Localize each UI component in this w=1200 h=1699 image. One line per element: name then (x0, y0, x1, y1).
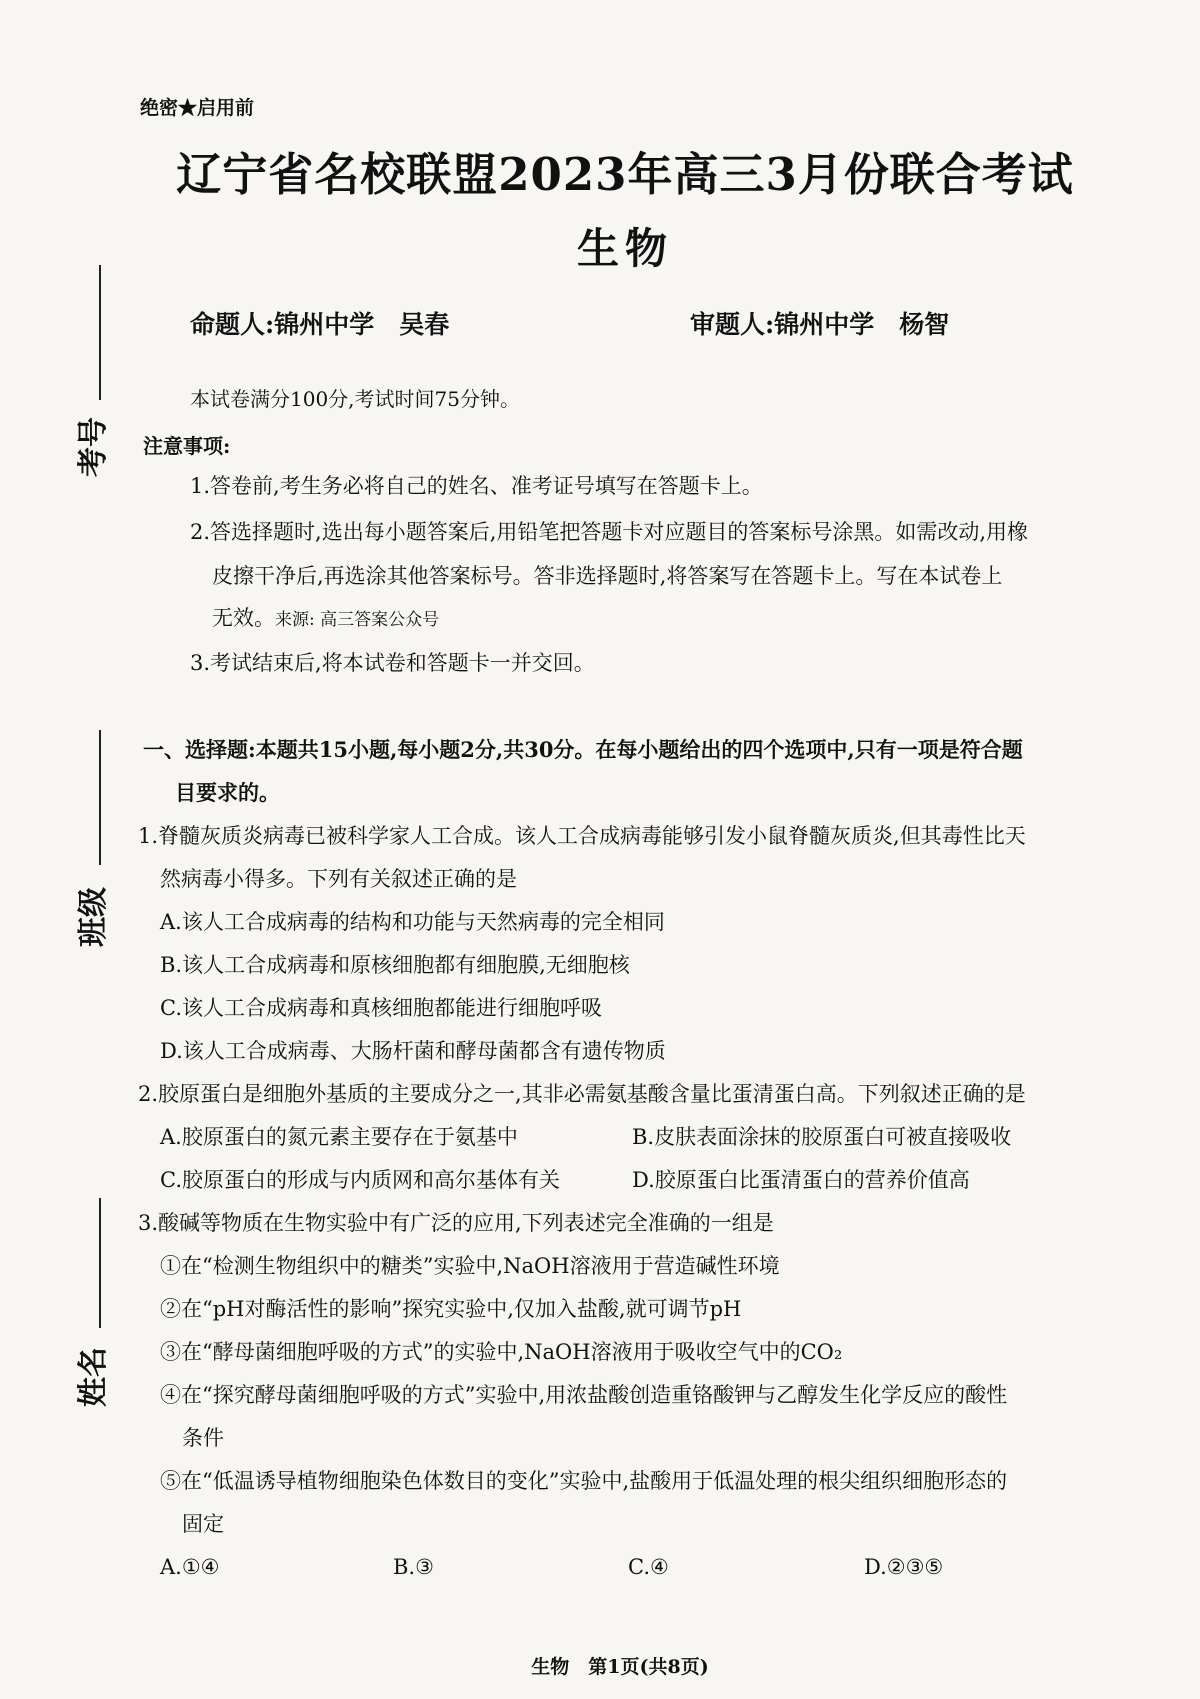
notice-item-1: 1.答卷前,考生务必将自己的姓名、准考证号填写在答题卡上。 (190, 474, 763, 498)
source-note: 来源: 高三答案公众号 (275, 610, 440, 630)
exam-info: 本试卷满分100分,考试时间75分钟。 (190, 387, 520, 411)
q3-option-a: A.①④ (160, 1555, 220, 1579)
q2-option-b: B.皮肤表面涂抹的胶原蛋白可被直接吸收 (632, 1125, 1012, 1149)
secret-label: 绝密★启用前 (140, 97, 255, 119)
q3-statement-2: ②在“pH对酶活性的影响”探究实验中,仅加入盐酸,就可调节pH (160, 1297, 742, 1321)
exam-title: 辽宁省名校联盟2023年高三3月份联合考试 (176, 148, 1074, 201)
class-blank-line (99, 730, 101, 865)
page-footer: 生物 第1页(共8页) (531, 1656, 709, 1678)
notice-item-2-line2: 皮擦干净后,再选涂其他答案标号。答非选择题时,将答案写在答题卡上。写在本试卷上 (212, 564, 1003, 588)
name-blank-line (99, 1198, 101, 1328)
q3-stem: 3.酸碱等物质在生物实验中有广泛的应用,下列表述完全准确的一组是 (138, 1211, 774, 1235)
q3-statement-4-line2: 条件 (182, 1426, 224, 1450)
side-label-name: 姓名 (76, 1347, 111, 1407)
q3-statement-5-line1: ⑤在“低温诱导植物细胞染色体数目的变化”实验中,盐酸用于低温处理的根尖组织细胞形态的 (160, 1469, 1008, 1493)
subject-title: 生物 (576, 224, 673, 273)
exam-no-blank-line (99, 265, 101, 400)
q1-stem-line1: 1.脊髓灰质炎病毒已被科学家人工合成。该人工合成病毒能够引发小鼠脊髓灰质炎,但其毒性比天 (138, 824, 1026, 848)
section-heading-line2: 目要求的。 (175, 780, 280, 805)
author-line: 命题人:锦州中学 吴春 (190, 310, 450, 339)
q2-option-d: D.胶原蛋白比蛋清蛋白的营养价值高 (632, 1168, 970, 1192)
q2-option-c: C.胶原蛋白的形成与内质网和高尔基体有关 (160, 1168, 560, 1192)
q3-statement-1: ①在“检测生物组织中的糖类”实验中,NaOH溶液用于营造碱性环境 (160, 1254, 780, 1278)
q1-option-a: A.该人工合成病毒的结构和功能与天然病毒的完全相同 (160, 910, 665, 934)
q3-option-b: B.③ (393, 1555, 434, 1579)
q2-option-a: A.胶原蛋白的氮元素主要存在于氨基中 (160, 1125, 518, 1149)
notice-item-2-line3 (212, 598, 439, 640)
notice-item-2-line1: 2.答选择题时,选出每小题答案后,用铅笔把答题卡对应题目的答案标号涂黑。如需改动,用橡 (190, 520, 1029, 544)
q3-option-d: D.②③⑤ (864, 1555, 944, 1579)
q1-option-c: C.该人工合成病毒和真核细胞都能进行细胞呼吸 (160, 996, 602, 1020)
side-label-class: 班级 (76, 887, 111, 947)
q3-statement-5-line2: 固定 (182, 1512, 224, 1536)
notice-heading: 注意事项: (143, 434, 231, 458)
q3-statement-3: ③在“酵母菌细胞呼吸的方式”的实验中,NaOH溶液用于吸收空气中的CO₂ (160, 1340, 843, 1364)
q3-option-c: C.④ (628, 1555, 669, 1579)
q1-stem-line2: 然病毒小得多。下列有关叙述正确的是 (160, 867, 517, 891)
q1-option-d: D.该人工合成病毒、大肠杆菌和酵母菌都含有遗传物质 (160, 1039, 666, 1063)
notice-item-3: 3.考试结束后,将本试卷和答题卡一并交回。 (190, 651, 595, 675)
side-label-exam-no: 考号 (76, 417, 111, 477)
q1-option-b: B.该人工合成病毒和原核细胞都有细胞膜,无细胞核 (160, 953, 630, 977)
q3-statement-4-line1: ④在“探究酵母菌细胞呼吸的方式”实验中,用浓盐酸创造重铬酸钾与乙醇发生化学反应的酸性 (160, 1383, 1008, 1407)
q2-stem: 2.胶原蛋白是细胞外基质的主要成分之一,其非必需氨基酸含量比蛋清蛋白高。下列叙述正确的是 (138, 1082, 1026, 1106)
notice-item-2-text: 无效。 (212, 606, 275, 630)
section-heading-line1: 一、选择题:本题共15小题,每小题2分,共30分。在每小题给出的四个选项中,只有一项是符合题 (143, 737, 1023, 762)
reviewer-line: 审题人:锦州中学 杨智 (690, 310, 950, 339)
